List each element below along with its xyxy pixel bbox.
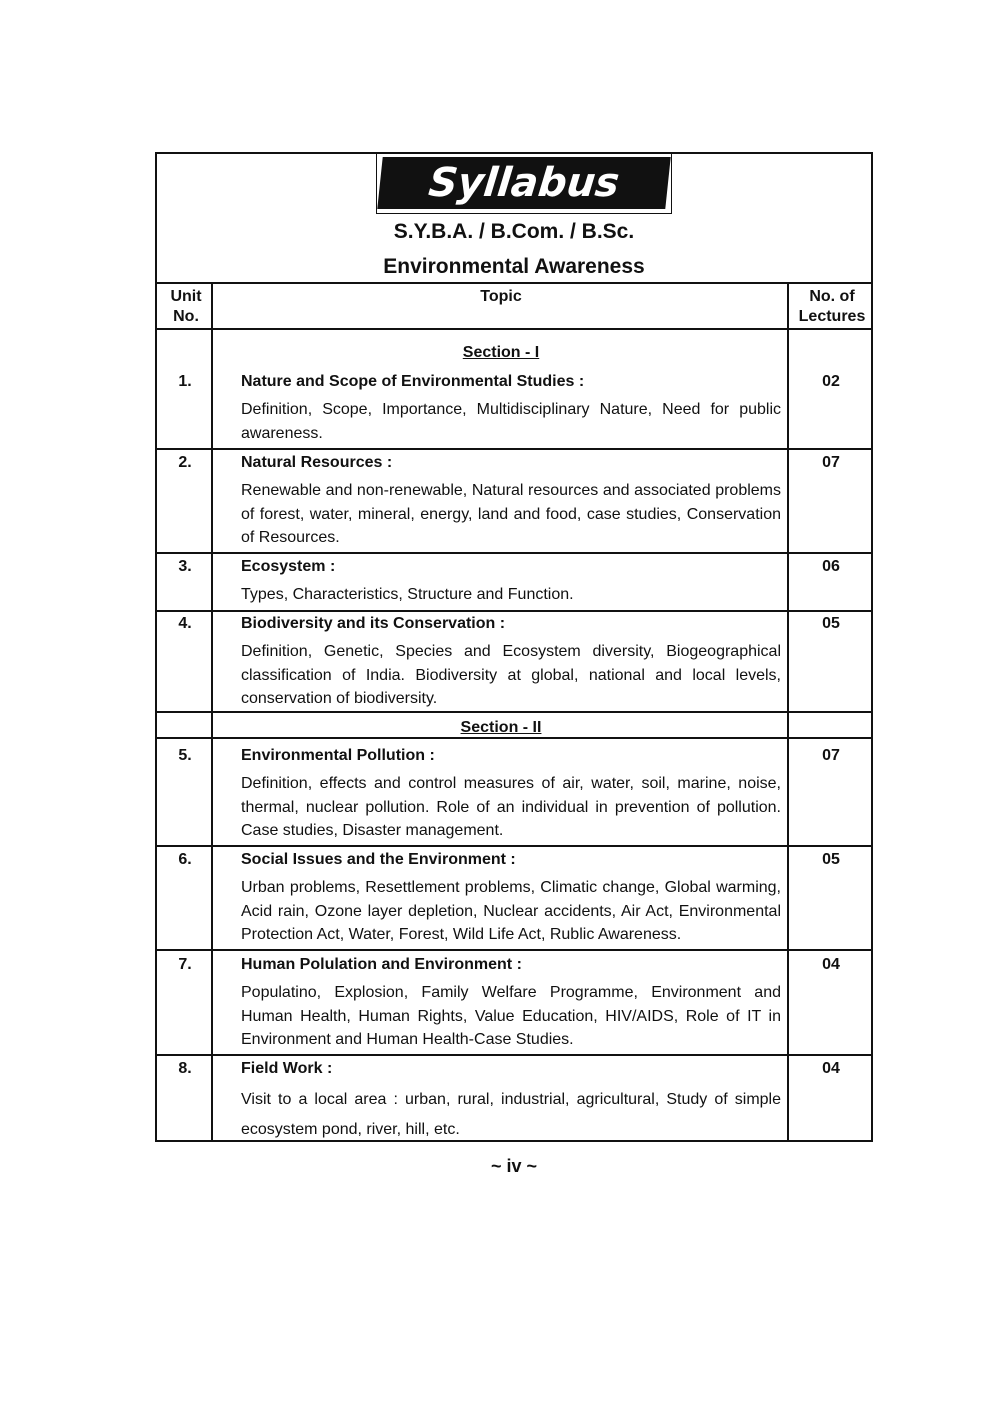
unit-description: Definition, Genetic, Species and Ecosystem diversity, Biogeographical classification of India. Biodiversity at global, national and local levels, conservation of biodiversity.	[241, 643, 781, 707]
unit-lectures: 05	[822, 615, 840, 632]
header-lectures: No. of Lectures	[798, 288, 866, 325]
unit-description: Renewable and non-renewable, Natural resources and associated problems of forest, water, mineral, energy, land and food, case studies, Conservation of Resources.	[241, 482, 781, 546]
unit-description: Definition, effects and control measures of air, water, soil, marine, noise, thermal, nuclear pollution. Role of an individual in prevention of pollution. Case studies, Disaster management.	[241, 775, 781, 839]
unit-lectures: 04	[822, 1060, 840, 1077]
unit-title: Natural Resources :	[241, 454, 393, 471]
unit-number: 2.	[178, 454, 192, 471]
unit-number: 8.	[178, 1060, 192, 1077]
divider	[157, 610, 871, 612]
divider	[157, 845, 871, 847]
syllabus-table	[155, 152, 873, 1142]
unit-title: Social Issues and the Environment :	[241, 851, 516, 868]
unit-title: Nature and Scope of Environmental Studies :	[241, 373, 585, 390]
unit-number: 4.	[178, 615, 192, 632]
section-heading: Section - I	[462, 344, 540, 361]
unit-number: 1.	[178, 373, 192, 390]
syllabus-banner	[376, 154, 672, 214]
divider	[157, 1054, 871, 1056]
divider	[157, 949, 871, 951]
divider	[157, 328, 871, 330]
unit-title: Ecosystem :	[241, 558, 336, 575]
unit-number: 7.	[178, 956, 192, 973]
page-number: ~ iv ~	[490, 1156, 538, 1176]
header-unit: Unit No.	[170, 288, 202, 325]
divider	[157, 552, 871, 554]
unit-description: Urban problems, Resettlement problems, Climatic change, Global warming, Acid rain, Ozone layer depletion, Nuclear accidents, Air Act, Environmental Protection Act, Water, Forest, Wild Life Act, Rublic Awareness.	[241, 879, 781, 943]
unit-title: Biodiversity and its Conservation :	[241, 615, 506, 632]
unit-lectures: 02	[822, 373, 840, 390]
divider	[157, 711, 871, 713]
unit-number: 6.	[178, 851, 192, 868]
unit-lectures: 05	[822, 851, 840, 868]
divider	[157, 282, 871, 284]
unit-description: Visit to a local area : urban, rural, industrial, agricultural, Study of simple ecosystem pond, river, hill, etc.	[241, 1091, 781, 1138]
unit-title: Environmental Pollution :	[241, 747, 435, 764]
unit-lectures: 07	[822, 454, 840, 471]
banner-text: Syllabus	[377, 157, 670, 209]
unit-lectures: 04	[822, 956, 840, 973]
divider	[157, 737, 871, 739]
unit-lectures: 06	[822, 558, 840, 575]
unit-lectures: 07	[822, 747, 840, 764]
section-heading: Section - II	[460, 719, 542, 736]
unit-description: Populatino, Explosion, Family Welfare Programme, Environment and Human Health, Human Rights, Value Education, HIV/AIDS, Role of IT in Environment and Human Health-Case Studies.	[241, 984, 781, 1048]
divider	[157, 448, 871, 450]
course-title: S.Y.B.A. / B.Com. / B.Sc.	[393, 220, 635, 243]
unit-title: Field Work :	[241, 1060, 333, 1077]
unit-title: Human Polulation and Environment :	[241, 956, 522, 973]
subject-title: Environmental Awareness	[383, 255, 645, 278]
unit-description: Types, Characteristics, Structure and Function.	[241, 586, 574, 603]
unit-description: Definition, Scope, Importance, Multidisciplinary Nature, Need for public awareness.	[241, 401, 781, 442]
unit-number: 3.	[178, 558, 192, 575]
unit-number: 5.	[178, 747, 192, 764]
header-topic: Topic	[480, 288, 522, 305]
